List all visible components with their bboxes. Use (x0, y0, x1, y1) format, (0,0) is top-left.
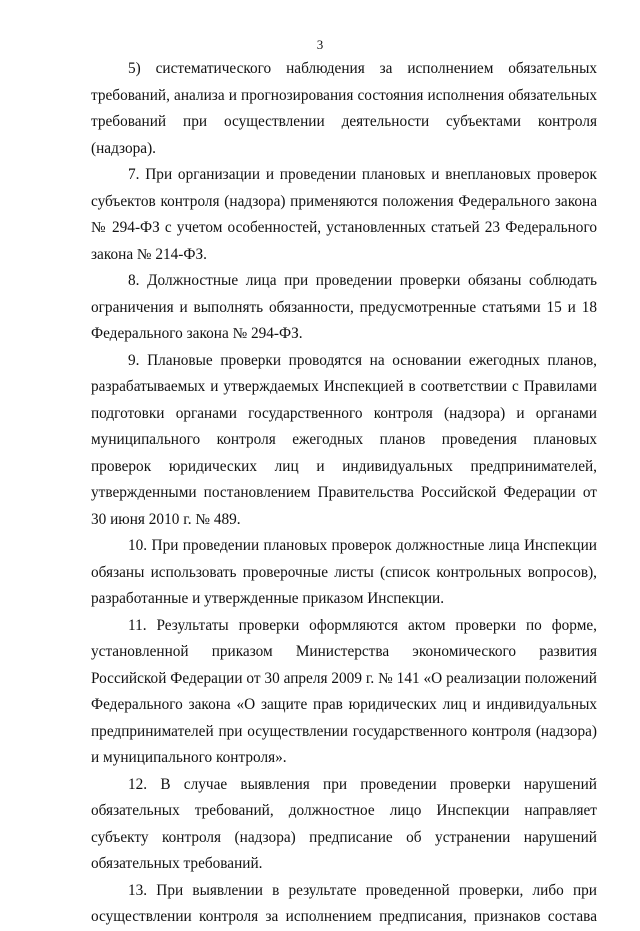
document-body (91, 56, 597, 931)
paragraph-item-13: 13. При выявлении в результате проведенной проверки, либо при осуществлении контроля за исполнением предписания, признаков состава (91, 881, 597, 925)
paragraph-item-8: 8. Должностные лица при проведении проверки обязаны соблюдать ограничения и выполнять обязанности, предусмотренные статьями 15 и 18 Федерального закона № 294-ФЗ. (91, 272, 597, 342)
paragraph-item-11: 11. Результаты проверки оформляются актом проверки по форме, установленной приказом Министерства экономического развития Российской Федерации от 30 апреля 2009 г. № 141 «О реализации положений Федерального закона «О защите прав юридических лиц и индивидуальных предпринимателей при осуществлении государственного контроля (надзора) и муниципального контроля». (91, 616, 597, 766)
paragraph-item-10: 10. При проведении плановых проверок должностные лица Инспекции обязаны использовать проверочные листы (список контрольных вопросов), разработанные и утвержденные приказом Инспекции. (91, 537, 597, 607)
page-number: 3 (316, 37, 324, 52)
paragraph-item-12: 12. В случае выявления при проведении проверки нарушений обязательных требований, должностное лицо Инспекции направляет субъекту контроля (надзора) предписание об устранении нарушений обязательных требований. (91, 775, 597, 872)
paragraph-item-7: 7. При организации и проведении плановых и внеплановых проверок субъектов контроля (надзора) применяются положения Федерального закона № 294-ФЗ с учетом особенностей, установленных статьей 23 Федерального закона № 214-ФЗ. (91, 166, 597, 263)
paragraph-item-9: 9. Плановые проверки проводятся на основании ежегодных планов, разрабатываемых и утверждаемых Инспекцией в соответствии с Правилами подготовки органами государственного контроля (надзора) и органами муниципального контроля ежегодных планов проведения плановых проверок юридических лиц и индивидуальных предпринимателей, утвержденными постановлением Правительства Российской Федерации от 30 июня 2010 г. № 489. (91, 351, 597, 528)
paragraph-item-5: 5) систематического наблюдения за исполнением обязательных требований, анализа и прогнозирования состояния исполнения обязательных требований при осуществлении деятельности субъектами контроля (надзора). (91, 60, 597, 157)
